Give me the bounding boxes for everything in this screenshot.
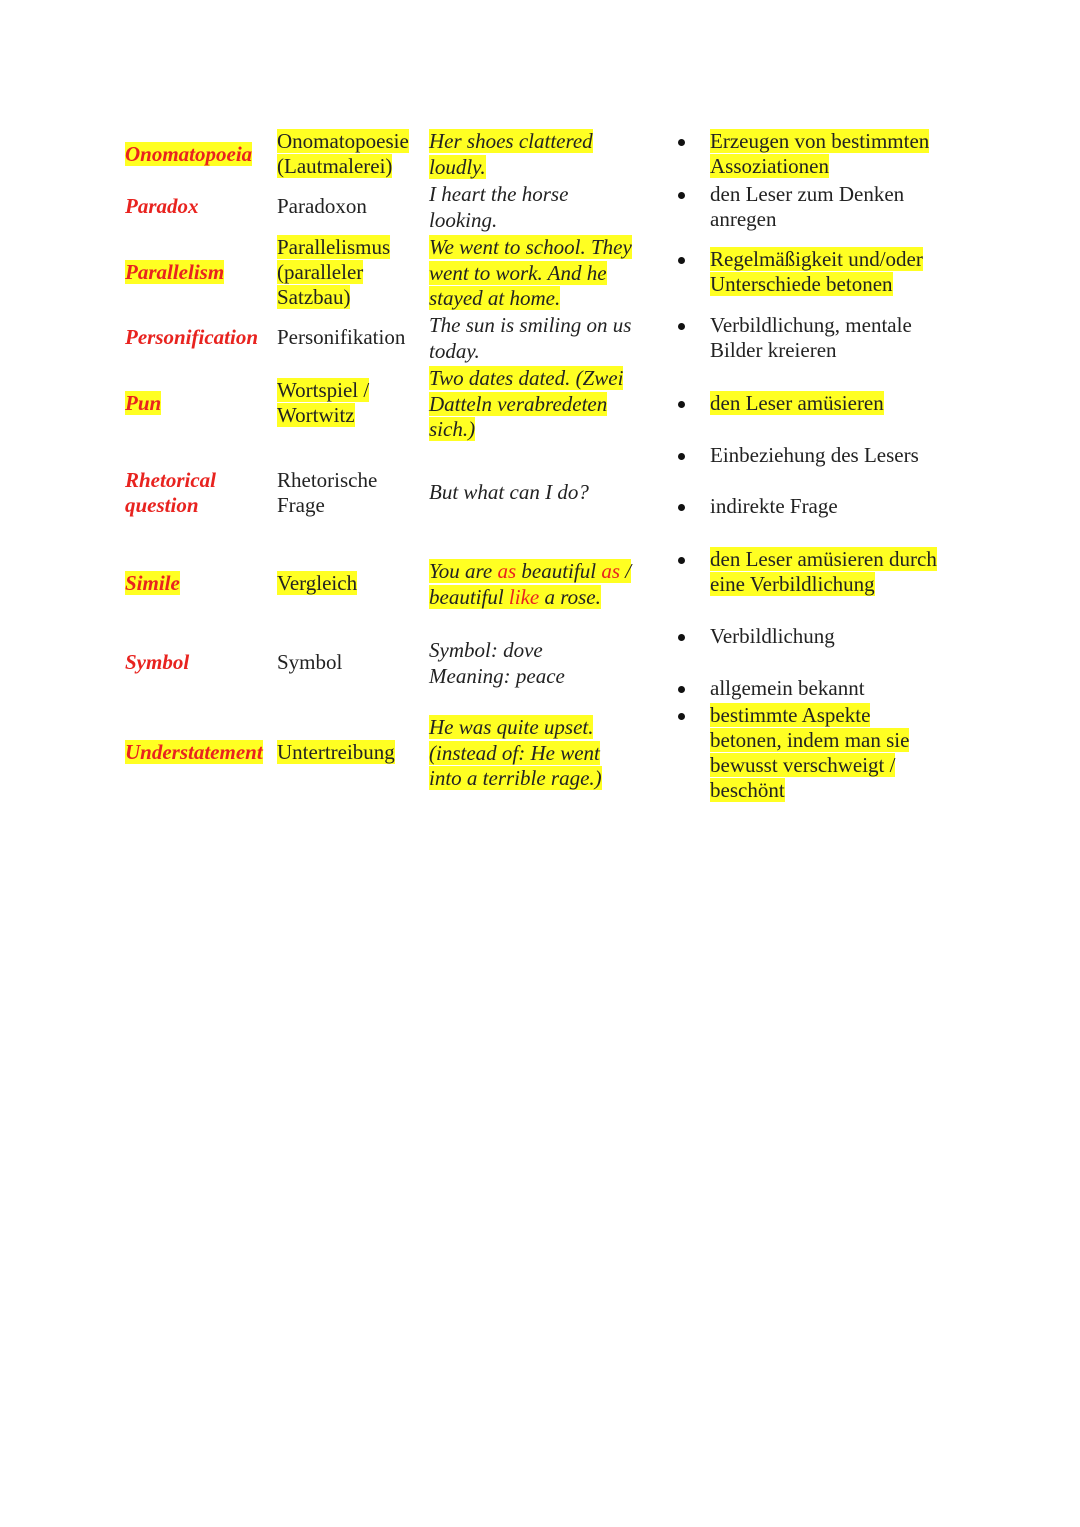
- list-item: Einbeziehung des Lesers: [678, 443, 968, 468]
- term-simile: Simile: [125, 571, 180, 595]
- term-parallelism: Parallelism: [125, 260, 225, 284]
- list-item: den Leser amüsieren durch eine Verbildlichung: [678, 547, 968, 597]
- term-rhetorical-question: Rhetorical question: [125, 468, 217, 517]
- bullet-icon: [678, 257, 685, 264]
- bullet-icon: [678, 557, 685, 564]
- bullet-icon: [678, 453, 685, 460]
- bullet-icon: [678, 686, 685, 693]
- effects-paradox: [678, 182, 968, 232]
- term-symbol: Symbol: [125, 650, 190, 674]
- bullet-icon: [678, 323, 685, 330]
- term-onomatopoeia: Onomatopoeia: [125, 142, 253, 166]
- german-pun: Wortspiel / Wortwitz: [277, 378, 370, 427]
- german-onomatopoeia: Onomatopoesie (Lautmalerei): [277, 129, 409, 178]
- bullet-icon: [678, 713, 685, 720]
- example-simile: You are as beautiful as / beautiful like a rose.: [429, 559, 632, 609]
- example-rhetorical-question: But what can I do?: [429, 480, 589, 504]
- bullet-icon: [678, 192, 685, 199]
- effects-onomatopoeia: [678, 129, 968, 179]
- bullet-icon: [678, 401, 685, 408]
- effects-rhetorical-question: [678, 443, 968, 519]
- effects-parallelism: [678, 247, 968, 297]
- example-parallelism: We went to school. They went to work. And he stayed at home.: [429, 235, 632, 310]
- bullet-icon: [678, 504, 685, 511]
- german-understatement: Untertreibung: [277, 740, 395, 764]
- german-simile: Vergleich: [277, 571, 358, 595]
- list-item: Erzeugen von bestimmten Assoziationen: [678, 129, 968, 179]
- example-understatement: He was quite upset. (instead of: He went into a terrible rage.): [429, 715, 602, 790]
- german-symbol: Symbol: [277, 650, 343, 674]
- list-item: indirekte Frage: [678, 494, 968, 519]
- list-item: den Leser amüsieren: [678, 391, 968, 416]
- german-rhetorical-question: Rhetorische Frage: [277, 468, 378, 517]
- term-understatement: Understatement: [125, 740, 263, 764]
- example-onomatopoeia: Her shoes clattered loudly.: [429, 129, 593, 179]
- list-item: allgemein bekannt: [678, 676, 968, 701]
- example-pun: Two dates dated. (Zwei Datteln verabredeten sich.): [429, 366, 624, 441]
- term-personification: Personification: [125, 325, 259, 349]
- list-item: Verbildlichung, mentale Bilder kreieren: [678, 313, 968, 363]
- bullet-icon: [678, 139, 685, 146]
- term-paradox: Paradox: [125, 194, 199, 218]
- german-paradox: Paradoxon: [277, 194, 367, 218]
- effects-pun: [678, 391, 968, 416]
- list-item: Regelmäßigkeit und/oder Unterschiede betonen: [678, 247, 968, 297]
- example-paradox: I heart the horse looking.: [429, 182, 569, 232]
- term-pun: Pun: [125, 391, 162, 415]
- german-personification: Personifikation: [277, 325, 406, 349]
- effects-symbol: [678, 624, 968, 701]
- german-parallelism: Parallelismus (paralleler Satzbau): [277, 235, 391, 309]
- effects-personification: [678, 313, 968, 363]
- list-item: bestimmte Aspekte betonen, indem man sie bewusst verschweigt / beschönt: [678, 703, 968, 803]
- list-item: Verbildlichung: [678, 624, 968, 649]
- effects-understatement: [678, 703, 968, 803]
- bullet-icon: [678, 634, 685, 641]
- list-item: den Leser zum Denken anregen: [678, 182, 968, 232]
- effects-simile: [678, 547, 968, 597]
- example-personification: The sun is smiling on us today.: [429, 313, 632, 363]
- example-symbol: Symbol: dove Meaning: peace: [429, 638, 565, 688]
